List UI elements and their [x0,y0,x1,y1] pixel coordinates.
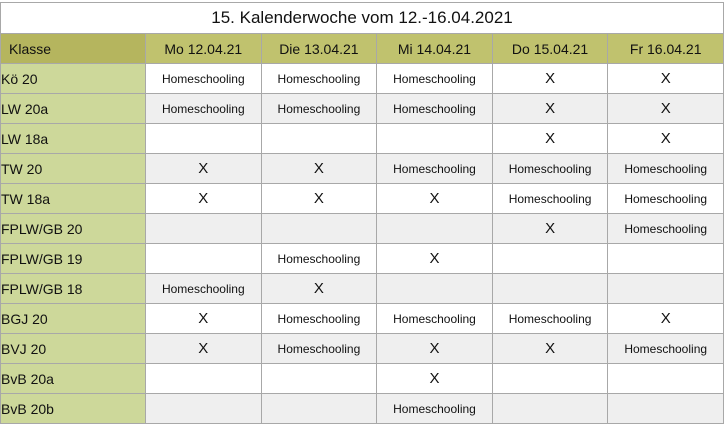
table-row [1,154,724,184]
schedule-cell: Homeschooling [377,394,493,424]
schedule-table [0,2,724,424]
row-klasse: FPLW/GB 20 [1,214,146,244]
schedule-cell: Homeschooling [377,64,493,94]
row-klasse: FPLW/GB 19 [1,244,146,274]
schedule-cell [492,394,608,424]
header-row [1,34,724,64]
schedule-cell [608,244,724,274]
schedule-cell [492,244,608,274]
table-row [1,334,724,364]
schedule-cell: Homeschooling [261,304,377,334]
row-klasse: FPLW/GB 18 [1,274,146,304]
header-day-fr: Fr 16.04.21 [608,34,724,64]
schedule-cell [261,124,377,154]
table-row [1,274,724,304]
header-klasse: Klasse [1,34,146,64]
schedule-cell [261,394,377,424]
schedule-cell [146,244,262,274]
schedule-cell: Homeschooling [492,184,608,214]
row-klasse: BvB 20a [1,364,146,394]
schedule-cell: Homeschooling [377,304,493,334]
table-row [1,364,724,394]
table-row [1,64,724,94]
schedule-cell: Homeschooling [608,334,724,364]
header-day-die: Die 13.04.21 [261,34,377,64]
schedule-cell: X [146,304,262,334]
schedule-cell: Homeschooling [608,184,724,214]
schedule-cell: X [146,334,262,364]
schedule-cell: X [146,154,262,184]
schedule-cell: X [608,64,724,94]
schedule-cell: X [492,124,608,154]
schedule-cell [146,124,262,154]
schedule-cell: Homeschooling [608,214,724,244]
table-row [1,124,724,154]
schedule-cell: X [377,364,493,394]
schedule-cell [608,364,724,394]
schedule-cell: X [492,94,608,124]
schedule-cell: X [608,304,724,334]
schedule-cell [261,214,377,244]
schedule-cell: Homeschooling [608,154,724,184]
schedule-cell: Homeschooling [377,154,493,184]
schedule-cell: X [608,124,724,154]
row-klasse: BGJ 20 [1,304,146,334]
schedule-cell: X [261,274,377,304]
schedule-cell: Homeschooling [261,334,377,364]
schedule-cell: X [261,154,377,184]
schedule-cell: Homeschooling [492,304,608,334]
row-klasse: BVJ 20 [1,334,146,364]
table-row [1,214,724,244]
schedule-cell [146,394,262,424]
row-klasse: TW 20 [1,154,146,184]
schedule-cell: X [261,184,377,214]
schedule-cell [492,274,608,304]
schedule-cell: Homeschooling [261,94,377,124]
schedule-cell: Homeschooling [146,94,262,124]
table-row [1,304,724,334]
schedule-cell: Homeschooling [261,244,377,274]
schedule-cell [146,214,262,244]
row-klasse: TW 18a [1,184,146,214]
schedule-cell [608,394,724,424]
schedule-cell [261,364,377,394]
table-row [1,244,724,274]
schedule-cell [492,364,608,394]
schedule-cell: X [492,214,608,244]
row-klasse: LW 18a [1,124,146,154]
header-day-mi: Mi 14.04.21 [377,34,493,64]
table-row [1,394,724,424]
schedule-cell [377,214,493,244]
schedule-cell: X [492,64,608,94]
schedule-cell: X [146,184,262,214]
schedule-cell [608,274,724,304]
header-day-do: Do 15.04.21 [492,34,608,64]
schedule-cell [377,274,493,304]
row-klasse: Kö 20 [1,64,146,94]
schedule-cell: Homeschooling [377,94,493,124]
schedule-cell: X [608,94,724,124]
schedule-cell: X [377,334,493,364]
schedule-cell: Homeschooling [146,64,262,94]
row-klasse: LW 20a [1,94,146,124]
schedule-cell: X [492,334,608,364]
row-klasse: BvB 20b [1,394,146,424]
table-row [1,184,724,214]
table-row [1,94,724,124]
schedule-cell [146,364,262,394]
header-day-mo: Mo 12.04.21 [146,34,262,64]
schedule-cell [377,124,493,154]
schedule-cell: X [377,244,493,274]
schedule-cell: Homeschooling [146,274,262,304]
schedule-cell: X [377,184,493,214]
table-title: 15. Kalenderwoche vom 12.-16.04.2021 [1,3,724,34]
schedule-cell: Homeschooling [261,64,377,94]
schedule-cell: Homeschooling [492,154,608,184]
table-body [1,64,724,424]
